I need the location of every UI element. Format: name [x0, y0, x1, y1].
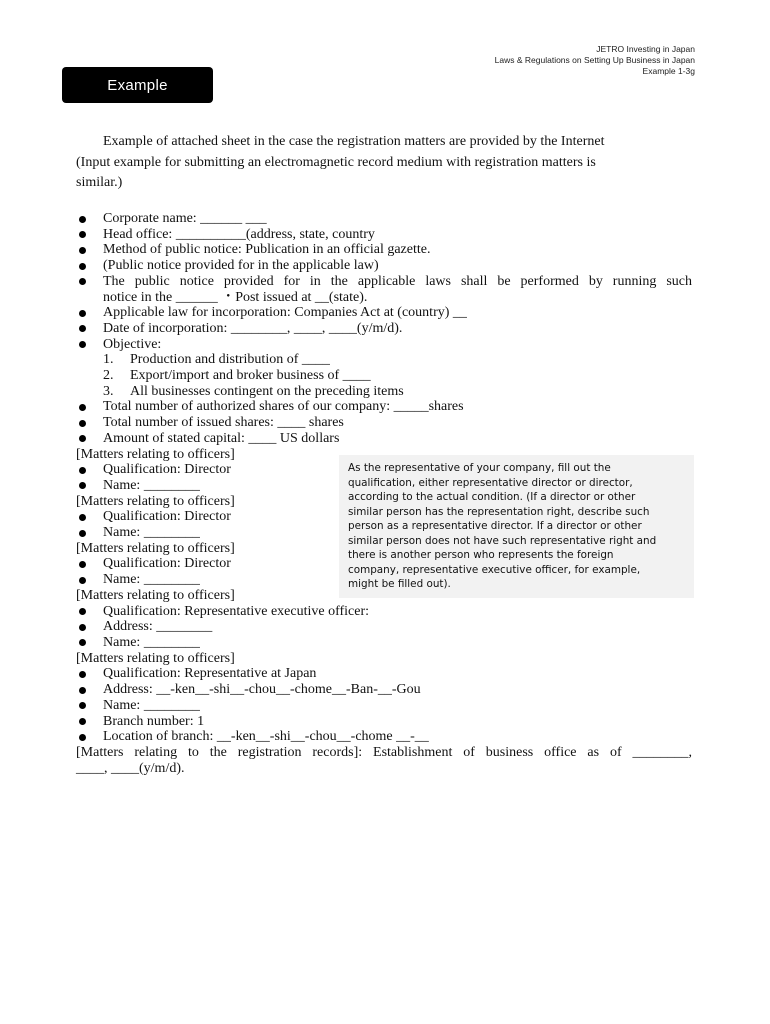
- bullet-item: (Public notice provided for in the applicable law): [76, 258, 692, 274]
- note-line: As the representative of your company, fill out the: [348, 462, 611, 474]
- note-line: similar person has the representation right, describe such: [348, 505, 650, 518]
- bullet-item: Qualification: Director: [76, 462, 692, 478]
- numbered-item: [76, 384, 692, 400]
- header-line-1: JETRO Investing in Japan: [596, 44, 695, 54]
- bullet-item: Qualification: Director: [76, 509, 692, 525]
- document-header: [495, 44, 695, 77]
- intro-paragraph: [76, 132, 696, 194]
- item-number: 2.: [103, 368, 114, 384]
- bullet-item: Branch number: 1: [76, 714, 692, 730]
- intro-line-2: (Input example for submitting an electromagnetic record medium with registration matters is: [76, 154, 596, 170]
- note-line: person as a representative director. If a director or other: [348, 520, 642, 532]
- bullet-item: Address: ________: [76, 619, 692, 635]
- bullet-continuation: notice in the ______ ・Post issued at __(state).: [103, 289, 368, 305]
- bullet-item: Name: ________: [76, 572, 692, 588]
- intro-line-3: similar.): [76, 175, 123, 190]
- bullet-item: Qualification: Director: [76, 556, 692, 572]
- bullet-item: Objective:: [76, 337, 692, 353]
- bullet-item: Qualification: Representative executive officer:: [76, 604, 692, 620]
- bullet-item: Name: ________: [76, 698, 692, 714]
- bullet-item: Total number of issued shares: ____ shares: [76, 415, 692, 431]
- representative-note-box: [339, 455, 694, 598]
- note-line: qualification, either representative director or director,: [348, 476, 633, 489]
- bullet-item: The public notice provided for in the applicable laws shall be performed by running such: [76, 274, 692, 290]
- bullet-item: Date of incorporation: ________, ____, ____(y/m/d).: [76, 321, 692, 337]
- bullet-item: Name: ________: [76, 635, 692, 651]
- note-line: according to the actual condition. (If a director or other: [348, 491, 636, 503]
- numbered-item: [76, 368, 692, 384]
- section-line: [Matters relating to the registration records]: Establishment of business office as of ________,: [76, 744, 692, 760]
- item-text: Export/import and broker business of ____: [130, 368, 371, 384]
- numbered-item: [76, 352, 692, 368]
- bullet-item: Head office: __________(address, state, country: [76, 227, 692, 243]
- bullet-item: Address: __-ken__-shi__-chou__-chome__-Ban-__-Gou: [76, 682, 692, 698]
- section-heading: [Matters relating to officers]: [76, 650, 235, 666]
- bullet-item: Name: ________: [76, 525, 692, 541]
- bullet-item: Location of branch: __-ken__-shi__-chou__-chome __-__: [76, 729, 692, 745]
- bullet-item: Name: ________: [76, 478, 692, 494]
- intro-line-1: Example of attached sheet in the case the registration matters are provided by the Internet: [103, 134, 605, 149]
- bullet-item: Total number of authorized shares of our company: _____shares: [76, 399, 692, 415]
- header-line-2: Laws & Regulations on Setting Up Business in Japan: [494, 55, 695, 65]
- section-heading: [Matters relating to officers]: [76, 540, 235, 556]
- section-heading: [Matters relating to officers]: [76, 446, 235, 462]
- bullet-item: Applicable law for incorporation: Companies Act at (country) __: [76, 305, 692, 321]
- bullet-item: Corporate name: ______ ___: [76, 211, 692, 227]
- note-line: might be filled out).: [348, 578, 451, 590]
- bullet-item: Method of public notice: Publication in an official gazette.: [76, 242, 692, 258]
- example-badge: Example: [62, 67, 213, 103]
- item-number: 1.: [103, 352, 114, 368]
- note-line: there is another person who represents the foreign: [348, 549, 614, 561]
- item-number: 3.: [103, 383, 114, 399]
- section-heading: [Matters relating to officers]: [76, 587, 235, 603]
- section-heading: ____, ____(y/m/d).: [76, 760, 185, 776]
- section-heading: [Matters relating to officers]: [76, 493, 235, 509]
- item-text: Production and distribution of ____: [130, 352, 330, 368]
- header-line-3: Example 1-3g: [642, 66, 695, 76]
- bullet-item: Amount of stated capital: ____ US dollars: [76, 431, 692, 447]
- note-line: company, representative executive officer, for example,: [348, 563, 641, 576]
- note-line: similar person does not have such representative right and: [348, 534, 657, 547]
- bullet-item: Qualification: Representative at Japan: [76, 666, 692, 682]
- item-text: All businesses contingent on the preceding items: [130, 383, 404, 399]
